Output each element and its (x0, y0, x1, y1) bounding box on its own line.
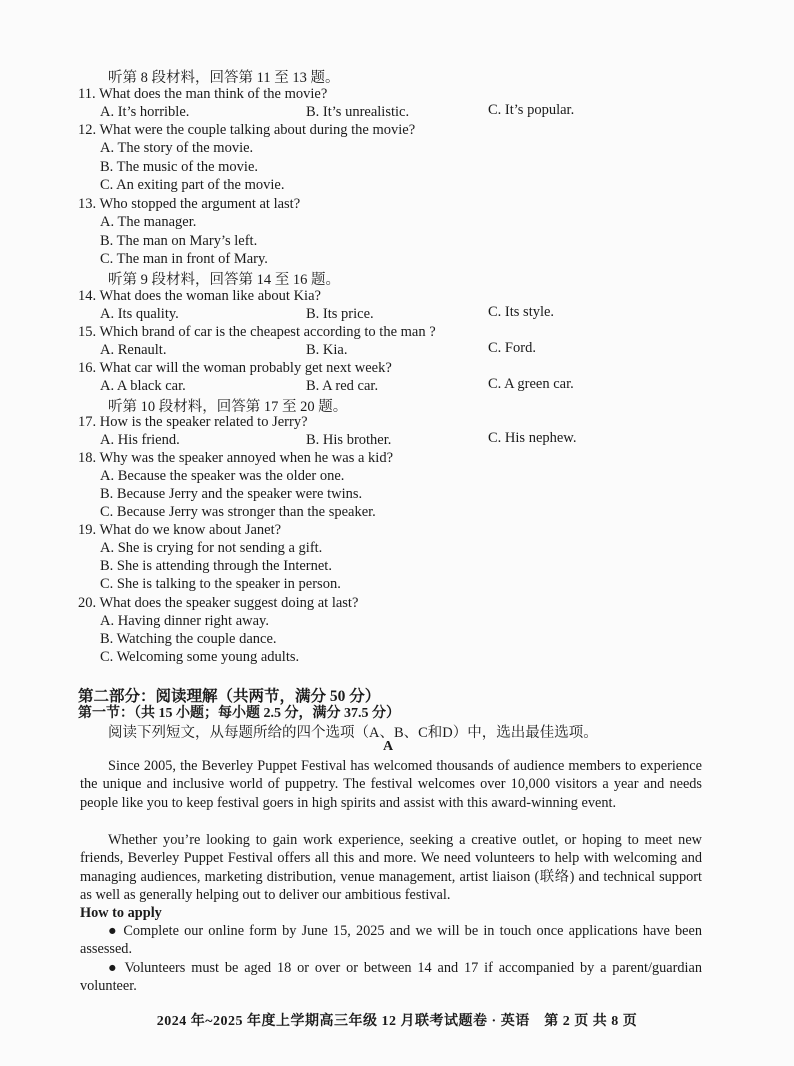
question-16: 16. What car will the woman probably get next week? (78, 360, 392, 376)
part-two-title: 第二部分：阅读理解（共两节，满分 50 分） (78, 688, 381, 705)
q16-option-b: B. A red car. (306, 378, 379, 394)
q11-option-c: C. It’s popular. (488, 102, 575, 118)
q17-option-b: B. His brother. (306, 432, 392, 448)
q16-option-c: C. A green car. (488, 376, 574, 392)
q18-option-a: A. Because the speaker was the older one. (100, 468, 345, 484)
q17-option-a: A. His friend. (100, 432, 180, 448)
question-13: 13. Who stopped the argument at last? (78, 196, 301, 212)
q12-option-b: B. The music of the movie. (100, 159, 258, 175)
q20-option-a: A. Having dinner right away. (100, 613, 269, 629)
reading-instruction: 阅读下列短文，从每题所给的四个选项（A、B、C和D）中，选出最佳选项。 (108, 725, 598, 741)
passage-label: A (383, 739, 394, 754)
apply-bullet-2: ● Volunteers must be aged 18 or over or between 14 and 17 if accompanied by a parent/guardian volunteer. (80, 960, 702, 995)
how-to-apply-heading: How to apply (80, 905, 162, 921)
q13-option-a: A. The manager. (100, 214, 197, 230)
q11-option-a: A. It’s horrible. (100, 104, 190, 120)
question-18: 18. Why was the speaker annoyed when he was a kid? (78, 450, 394, 466)
passage-paragraph-1: Since 2005, the Beverley Puppet Festival has welcomed thousands of audience members to experience the unique and inclusive world of puppetry. The festival welcomes over 10,000 visitors a year and needs people like you to keep festival goers in high spirits and assist with this award-winning event. (80, 758, 702, 811)
q15-option-b: B. Kia. (306, 342, 348, 358)
q14-option-b: B. Its price. (306, 306, 374, 322)
question-14: 14. What does the woman like about Kia? (78, 288, 321, 304)
question-15: 15. Which brand of car is the cheapest according to the man ? (78, 324, 436, 340)
material-8-instruction: 听第 8 段材料，回答第 11 至 13 题。 (108, 70, 340, 86)
q16-option-a: A. A black car. (100, 378, 186, 394)
question-12: 12. What were the couple talking about during the movie? (78, 122, 416, 138)
q11-option-b: B. It’s unrealistic. (306, 104, 410, 120)
q19-option-a: A. She is crying for not sending a gift. (100, 540, 323, 556)
question-17: 17. How is the speaker related to Jerry? (78, 414, 308, 430)
passage-paragraph-2: Whether you’re looking to gain work experience, seeking a creative outlet, or hoping to meet new friends, Beverley Puppet Festival offers all this and more. We need volunteers to help with welcoming and managing audiences, marketing distribution, venue management, artist liaison (联络) and technical support as well as generally helping out to deliver our ambitious festival. (80, 832, 702, 904)
q19-option-b: B. She is attending through the Internet. (100, 558, 332, 574)
material-10-instruction: 听第 10 段材料，回答第 17 至 20 题。 (108, 399, 348, 415)
question-20: 20. What does the speaker suggest doing at last? (78, 595, 359, 611)
q12-option-c: C. An exiting part of the movie. (100, 177, 285, 193)
q15-option-c: C. Ford. (488, 340, 536, 356)
question-19: 19. What do we know about Janet? (78, 522, 282, 538)
q20-option-b: B. Watching the couple dance. (100, 631, 277, 647)
q18-option-c: C. Because Jerry was stronger than the speaker. (100, 504, 376, 520)
q17-option-c: C. His nephew. (488, 430, 577, 446)
question-11: 11. What does the man think of the movie? (78, 86, 328, 102)
q20-option-c: C. Welcoming some young adults. (100, 649, 300, 665)
apply-bullet-1: ● Complete our online form by June 15, 2025 and we will be in touch once applications have been assessed. (80, 923, 702, 958)
q13-option-b: B. The man on Mary’s left. (100, 233, 258, 249)
page-footer: 2024 年~2025 年度上学期高三年级 12 月联考试题卷 · 英语 第 2 页 共 8 页 (156, 1014, 638, 1029)
q12-option-a: A. The story of the movie. (100, 140, 254, 156)
q13-option-c: C. The man in front of Mary. (100, 251, 268, 267)
q14-option-c: C. Its style. (488, 304, 555, 320)
q18-option-b: B. Because Jerry and the speaker were twins. (100, 486, 363, 502)
q15-option-a: A. Renault. (100, 342, 167, 358)
section-one-title: 第一节：（共 15 小题；每小题 2.5 分，满分 37.5 分） (78, 706, 400, 721)
q19-option-c: C. She is talking to the speaker in person. (100, 576, 341, 592)
material-9-instruction: 听第 9 段材料，回答第 14 至 16 题。 (108, 272, 340, 288)
q14-option-a: A. Its quality. (100, 306, 179, 322)
